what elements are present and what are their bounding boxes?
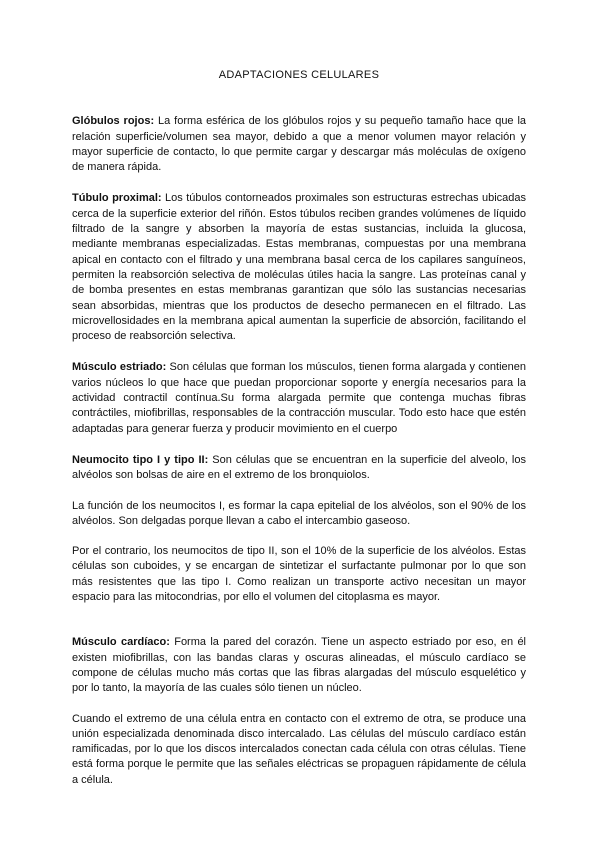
paragraph-globulos-rojos (72, 114, 526, 175)
term-neumocito: Neumocito tipo I y tipo II: (72, 453, 209, 466)
paragraph-musculo-estriado (72, 360, 526, 436)
text-musculo-cardiaco: Forma la pared del corazón. Tiene un aspecto estriado por eso, en él existen miofibrillas, con las bandas claras y oscuras alineadas, el músculo cardíaco se compone de células mucho más cortas que las fibras alargadas del músculo esquelético y por lo tanto, la mayoría de las cuales sólo tienen un núcleo. (72, 636, 526, 695)
text-globulos-rojos: La forma esférica de los glóbulos rojos y su pequeño tamaño hace que la relación superficie/volumen sea mayor, debido a que a menor volumen mayor relación y mayor superficie de contacto, lo que permite cargar y descargar más moléculas de oxígeno de manera rápida. (72, 115, 527, 174)
term-musculo-cardiaco: Músculo cardíaco: (72, 636, 170, 649)
text-tubulo-proximal: Los túbulos contorneados proximales son estructuras estrechas ubicadas cerca de la superficie exterior del riñón. Estos túbulos reciben grandes volúmenes de líquido filtrado de la sangre y absorben la mayoría de estas sustancias, incluida la glucosa, mediante membranas especializadas. Estas membranas, compuestas por una membrana apical en contacto con el filtrado y una membrana basal cerca de los capilares sanguíneos, permiten la reabsorción selectiva de moléculas útiles hacia la sangre. Las proteínas canal y de bomba presentes en estas membranas garantizan que sólo las sustancias necesarias sean absorbidas, mientras que los productos de desecho permanecen en el filtrado. Las microvellosidades en la membrana apical aumentan la superficie de absorción, facilitando el proceso de reabsorción selectiva. (72, 192, 526, 343)
paragraph-neumocito-tipo-i: La función de los neumocitos I, es formar la capa epitelial de los alvéolos, son el 90% de los alvéolos. Son delgadas porque llevan a cabo el intercambio gaseoso. (72, 499, 526, 527)
paragraph-disco-intercalado: Cuando el extremo de una célula entra en contacto con el extremo de otra, se produce una unión especializada denominada disco intercalado. Las células del músculo cardíaco están ramificadas, por lo que los discos intercalados conectan cada célula con otras células. Tiene está forma porque le permite que las señales eléctricas se propaguen rápidamente de célula a célula. (72, 712, 526, 786)
paragraph-neumocito (72, 453, 526, 484)
term-musculo-estriado: Músculo estriado: (72, 361, 167, 374)
text-neumocito: Son células que se encuentran en la superficie del alveolo, los alvéolos son bolsas de aire en el extremo de los bronquiolos. (72, 453, 526, 482)
term-tubulo-proximal: Túbulo proximal: (72, 192, 162, 205)
term-globulos-rojos: Glóbulos rojos: (72, 115, 155, 128)
text-musculo-estriado: Son células que forman los músculos, tienen forma alargada y contienen varios núcleos lo que hace que puedan proporcionar soporte y energía necesarios para la actividad contractil contínua.Su forma alargada permite que contenga muchas fibras contráctiles, miofibrillas, responsables de la contracción muscular. Todo esto hace que estén adaptadas para generar fuerza y producir movimiento en el cuerpo (72, 361, 526, 435)
document-title: ADAPTACIONES CELULARES (218, 69, 380, 81)
paragraph-neumocito-tipo-ii: Por el contrario, los neumocitos de tipo II, son el 10% de la superficie de los alvéolos. Estas células son cuboides, y se encargan de sintetizar el surfactante pulmonar por lo que son más resistentes que las tipo I. Como realizan un transporte activo necesitan un mayor espacio para las mitocondrias, por ello el volumen del citoplasma es mayor. (72, 545, 526, 604)
paragraph-musculo-cardiaco (72, 635, 526, 696)
paragraph-tubulo-proximal (72, 191, 526, 344)
document-page (72, 68, 526, 788)
